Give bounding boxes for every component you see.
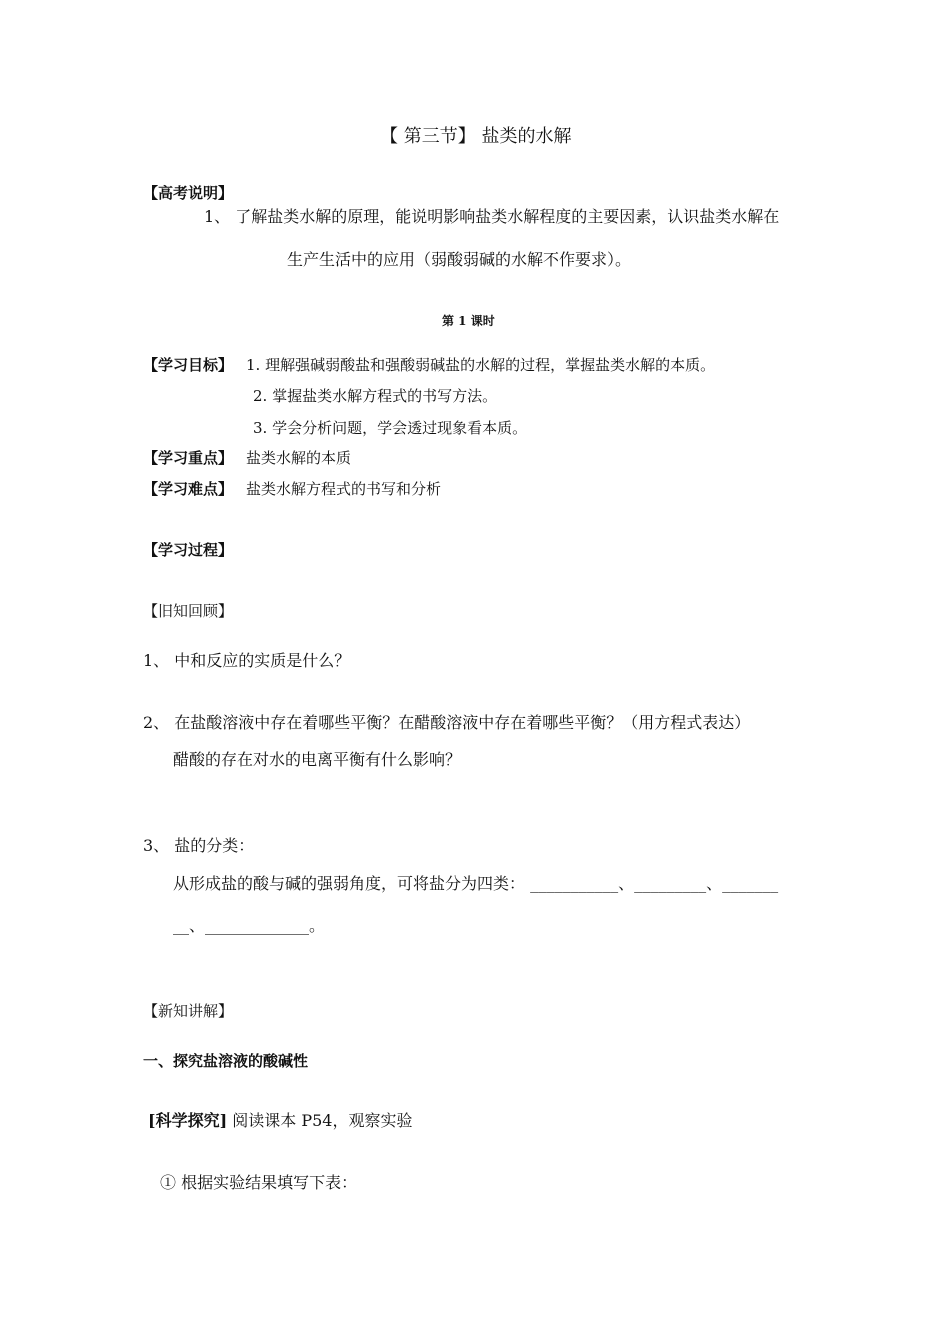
lesson-label: 第 1 课时 (442, 314, 495, 328)
goals-heading: 【学习目标】 (143, 356, 234, 374)
goal-item-3: 3. 学会分析问题，学会透过现象看本质。 (253, 419, 528, 437)
explore-text: 阅读课本 P54，观察实验 (227, 1111, 413, 1130)
exam-item-1-line-1: 1、 了解盐类水解的原理，能说明影响盐类水解程度的主要因素，认识盐类水解在 (204, 207, 780, 226)
page-title: 【 第三节】 盐类的水解 (380, 126, 572, 147)
explore-label: [科学探究] (148, 1111, 228, 1130)
step-1-instruction: ① 根据实验结果填写下表： (160, 1173, 358, 1192)
review-question-3-line-3: __、_____________。 (173, 916, 326, 935)
review-question-2-line-1: 2、 在盐酸溶液中存在着哪些平衡？在醋酸溶液中存在着哪些平衡？（用方程式表达） (143, 713, 751, 732)
section-1-heading: 一、探究盐溶液的酸碱性 (143, 1052, 309, 1070)
exam-heading: 【高考说明】 (143, 184, 234, 202)
review-question-3-line-1: 3、 盐的分类： (143, 836, 255, 855)
review-question-3-line-2: 从形成盐的酸与碱的强弱角度，可将盐分为四类： ___________、_________、_______ (173, 874, 779, 893)
explore-line (148, 1113, 412, 1129)
review-heading: 【旧知回顾】 (143, 602, 234, 620)
review-question-2-line-2: 醋酸的存在对水的电离平衡有什么影响？ (173, 750, 462, 769)
exam-item-1-line-2: 生产生活中的应用（弱酸弱碱的水解不作要求）。 (287, 250, 632, 269)
goal-item-1: 1. 理解强碱弱酸盐和强酸弱碱盐的水解的过程，掌握盐类水解的本质。 (246, 356, 716, 374)
focus-heading: 【学习重点】 (143, 449, 234, 467)
new-knowledge-heading: 【新知讲解】 (143, 1002, 234, 1020)
goal-item-2: 2. 掌握盐类水解方程式的书写方法。 (253, 387, 498, 405)
review-question-1: 1、 中和反应的实质是什么？ (143, 651, 351, 670)
difficulty-heading: 【学习难点】 (143, 480, 234, 498)
difficulty-text: 盐类水解方程式的书写和分析 (246, 480, 442, 498)
process-heading: 【学习过程】 (143, 541, 234, 559)
focus-text: 盐类水解的本质 (246, 449, 352, 467)
